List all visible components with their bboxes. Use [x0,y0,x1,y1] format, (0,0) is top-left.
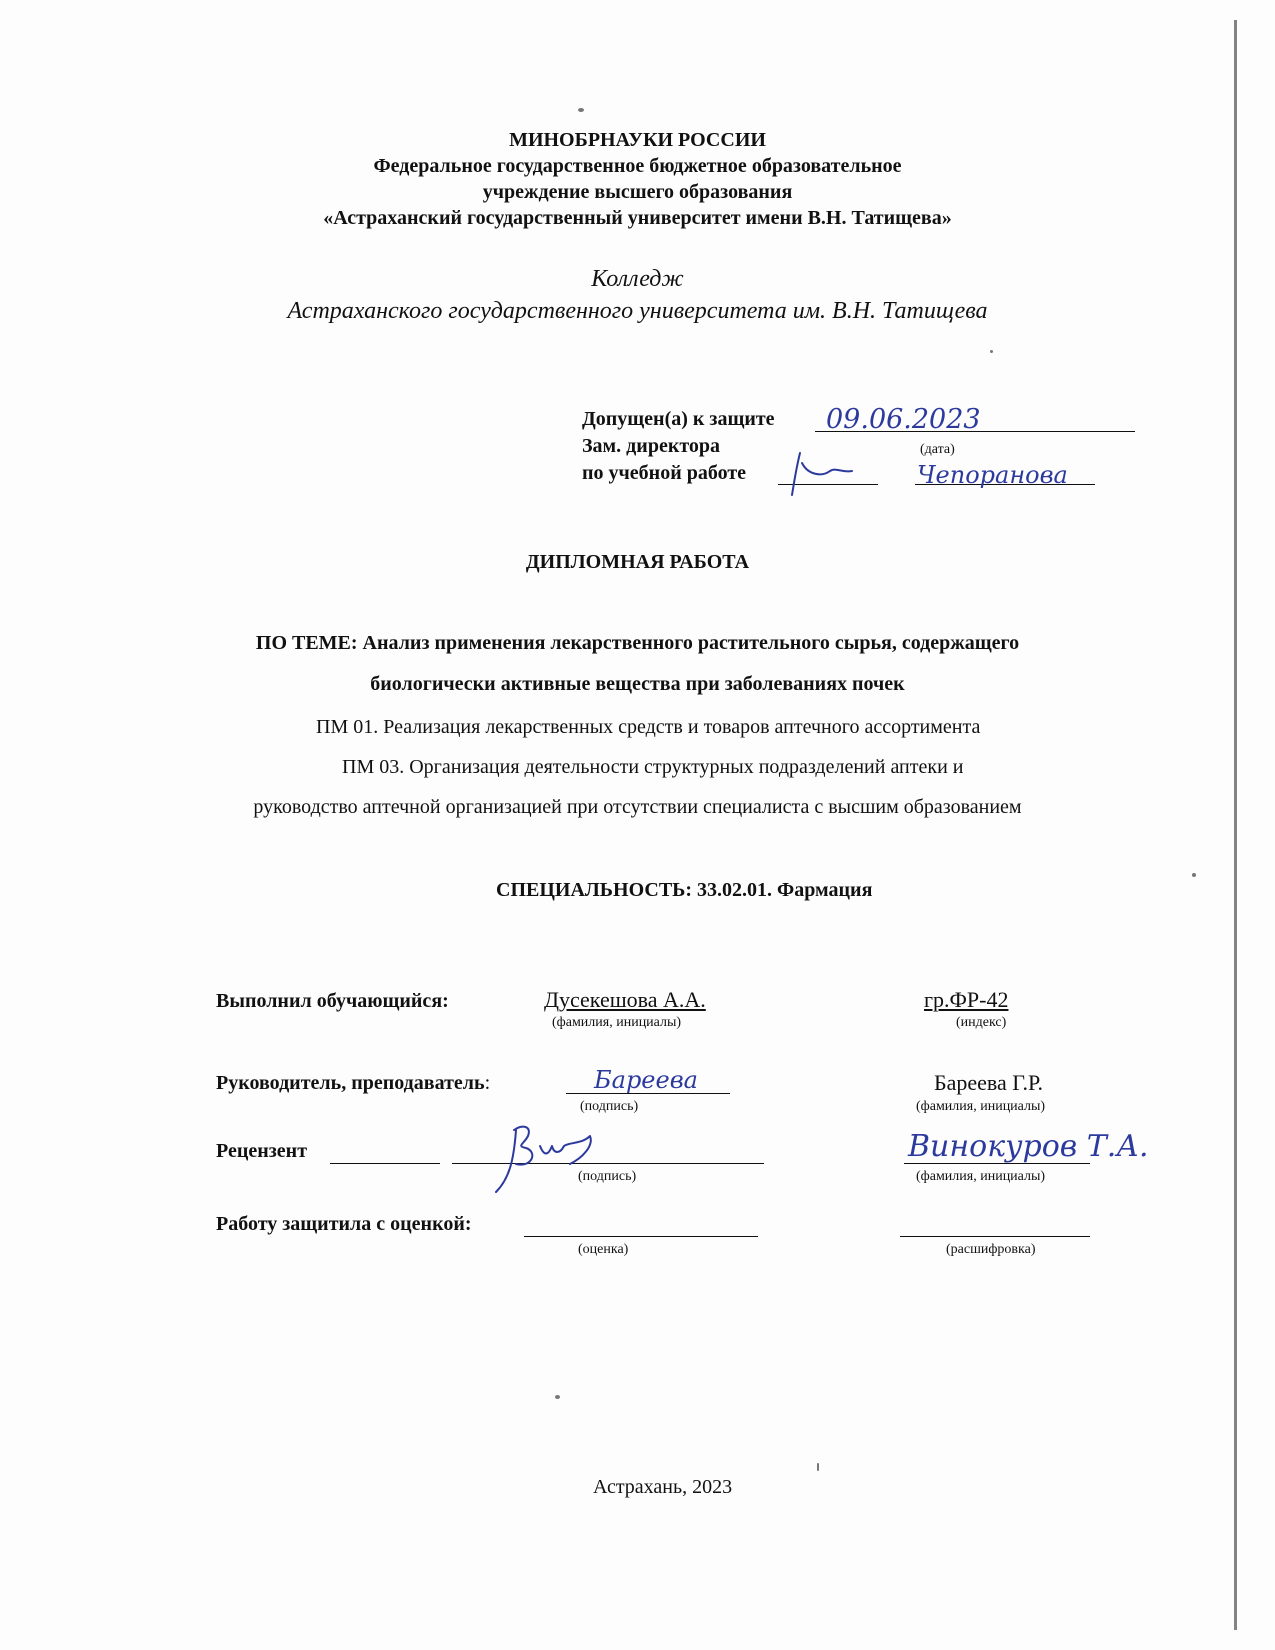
reviewer-name-handwritten [904,1118,1204,1168]
reviewer-line-short [330,1163,440,1164]
supervisor-signature-caption: (подпись) [580,1099,639,1114]
module-pm01: ПМ 01. Реализация лекарственных средств и товаров аптечного ассортимента [316,716,981,738]
supervisor-label: Руководитель, преподаватель: [216,1072,491,1094]
university-name: «Астраханский государственный университет имени В.Н. Татищева» [323,207,952,229]
reviewer-name-caption: (фамилия, инициалы) [916,1169,1046,1184]
college-line-1: Колледж [591,266,684,292]
scan-speck [990,350,993,353]
city-year: Астрахань, 2023 [593,1476,733,1498]
student-group: гр.ФР-42 [924,987,1009,1012]
document-title: ДИПЛОМНАЯ РАБОТА [525,551,750,573]
grade-caption: (оценка) [578,1242,629,1257]
group-caption: (индекс) [956,1015,1007,1030]
date-caption: (дата) [920,442,955,457]
supervisor-signature [590,1060,710,1100]
supervisor-name-caption: (фамилия, инициалы) [916,1099,1046,1114]
reviewer-label: Рецензент [216,1140,308,1162]
module-pm03-line-2: руководство аптечной организацией при отсутствии специалиста с высшим образованием [253,796,1022,818]
admitted-date-handwritten [822,398,1052,438]
reviewer-signature-caption: (подпись) [578,1169,637,1184]
module-pm03-line-1: ПМ 03. Организация деятельности структурных подразделений аптеки и [342,756,964,778]
svg-text:Бареева: Бареева [594,1066,698,1094]
grade-label: Работу защитила с оценкой: [216,1213,472,1235]
academic-affairs-label: по учебной работе [582,462,747,484]
topic-line-1: ПО ТЕМЕ: Анализ применения лекарственного растительного сырья, содержащего [255,632,1020,654]
deputy-name-handwritten [915,455,1145,495]
college-line-2: Астраханского государственного университета им. В.Н. Татищева [287,298,988,324]
svg-text:09.06.2023: 09.06.2023 [826,404,981,435]
specialty: СПЕЦИАЛЬНОСТЬ: 33.02.01. Фармация [496,879,873,901]
deputy-signature [778,445,878,505]
student-name-caption: (фамилия, инициалы) [552,1015,682,1030]
scan-speck [817,1463,819,1471]
deputy-director-label: Зам. директора [582,435,721,457]
scan-speck [578,108,584,112]
institution-line-1: Федеральное государственное бюджетное образовательное [373,155,902,177]
svg-text:Винокуров Т.А.: Винокуров Т.А. [908,1129,1149,1164]
decoding-caption: (расшифровка) [946,1242,1036,1257]
admitted-label: Допущен(а) к защите [582,408,775,430]
decoding-line [900,1236,1090,1237]
grade-line [524,1236,758,1237]
student-name: Дусекешова А.А. [544,987,706,1012]
ministry-name: МИНОБРНАУКИ РОССИИ [509,129,766,151]
scan-speck [555,1395,560,1399]
reviewer-signature [486,1118,636,1198]
student-label: Выполнил обучающийся: [216,990,449,1012]
supervisor-name: Бареева Г.Р. [934,1070,1044,1095]
scan-speck [1192,873,1196,877]
svg-text:Чепоранова: Чепоранова [917,461,1068,489]
institution-line-2: учреждение высшего образования [482,181,793,203]
scan-edge [1234,20,1237,1630]
topic-line-2: биологически активные вещества при заболеваниях почек [370,673,905,695]
